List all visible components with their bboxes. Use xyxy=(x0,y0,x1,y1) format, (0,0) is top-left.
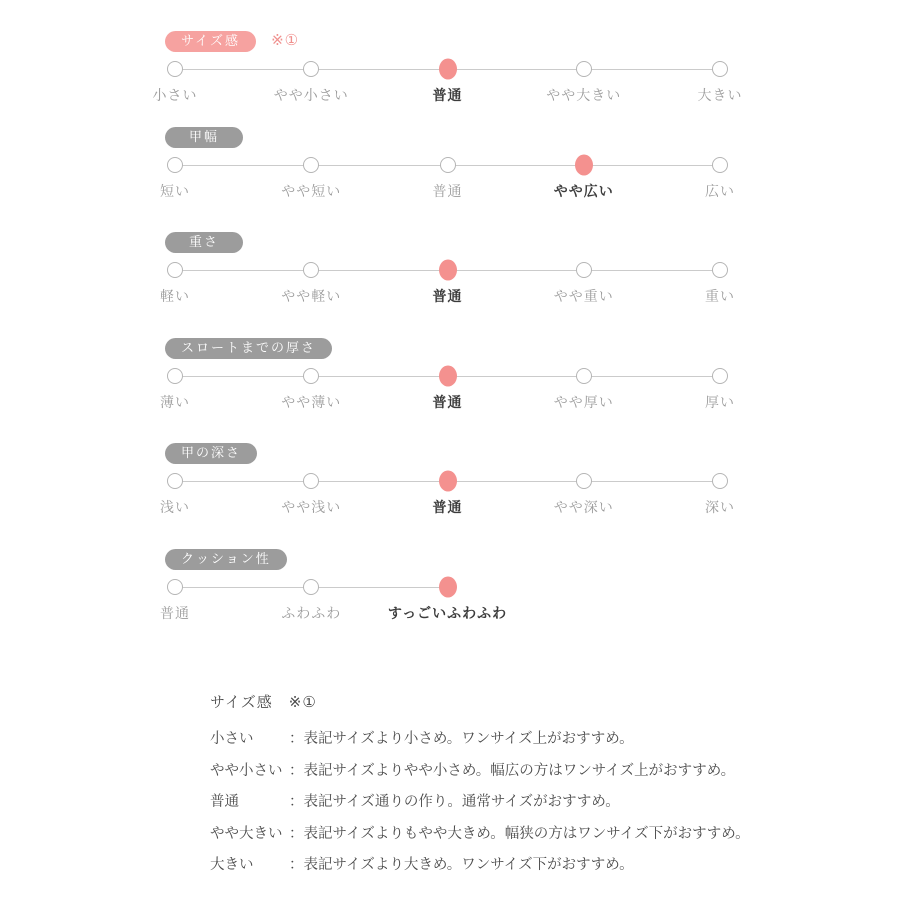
dot-instep-width-1 xyxy=(303,157,319,173)
option-label: 普通 xyxy=(432,500,463,516)
selected-dot-weight-2 xyxy=(439,260,457,281)
option-label: やや短い xyxy=(281,184,342,200)
option-label: 軽い xyxy=(160,289,190,305)
scale-track xyxy=(160,577,720,622)
legend-title: サイズ感 ※① xyxy=(210,693,317,711)
scale-header xyxy=(165,126,865,146)
legend-row xyxy=(210,819,770,851)
scale-track xyxy=(160,260,735,305)
scale-track xyxy=(160,366,735,411)
legend-desc: 表記サイズよりやや小さめ。幅広の方はワンサイズ上がおすすめ。 xyxy=(303,762,736,779)
legend-term: 小さい xyxy=(210,731,254,747)
scale-section-instep-depth xyxy=(160,442,865,516)
legend-desc: 表記サイズ通りの作り。通常サイズがおすすめ。 xyxy=(303,794,620,810)
option-label: やや小さい xyxy=(273,88,349,104)
dot-instep-width-4 xyxy=(712,157,728,173)
size-legend xyxy=(210,692,770,882)
scale-section-instep-width xyxy=(160,126,865,200)
option-label: やや軽い xyxy=(281,289,342,305)
dot-throat-thickness-1 xyxy=(303,368,319,384)
option-label: やや大きい xyxy=(546,88,622,104)
scale-track xyxy=(152,59,743,104)
scale-header xyxy=(165,30,865,50)
option-label: 広い xyxy=(705,184,735,200)
option-label: 大きい xyxy=(697,88,743,104)
legend-term: やや大きい xyxy=(210,825,283,842)
selected-dot-throat-thickness-2 xyxy=(439,366,457,387)
dot-instep-width-2 xyxy=(440,157,456,173)
selected-dot-cushioning-2 xyxy=(439,577,457,598)
option-label: 普通 xyxy=(432,88,463,104)
scale-header xyxy=(165,548,865,568)
dot-instep-width-0 xyxy=(167,157,183,173)
scale-badge: 甲幅 xyxy=(165,127,243,148)
legend-desc: 表記サイズより小さめ。ワンサイズ上がおすすめ。 xyxy=(303,731,634,747)
option-label: やや広い xyxy=(553,184,614,200)
option-label: やや浅い xyxy=(281,500,342,516)
option-label: 普通 xyxy=(432,184,463,200)
dot-instep-depth-1 xyxy=(303,473,319,489)
scale-header xyxy=(165,231,865,251)
legend-row xyxy=(210,756,770,788)
dot-instep-depth-4 xyxy=(712,473,728,489)
scale-section-throat-thickness xyxy=(160,337,865,411)
dot-throat-thickness-3 xyxy=(576,368,592,384)
legend-desc: 表記サイズより大きめ。ワンサイズ下がおすすめ。 xyxy=(303,857,634,873)
scale-note: ※① xyxy=(271,31,300,49)
scale-badge: 甲の深さ xyxy=(165,443,257,464)
selected-dot-size-feel-2 xyxy=(439,59,457,80)
scale-header xyxy=(165,337,865,357)
option-label: やや薄い xyxy=(281,395,342,411)
legend-colon: ： xyxy=(289,857,304,873)
selected-dot-instep-depth-2 xyxy=(439,471,457,492)
legend-term: 普通 xyxy=(210,794,239,810)
option-label: 重い xyxy=(705,289,735,305)
scale-section-cushioning xyxy=(160,548,865,622)
dot-throat-thickness-4 xyxy=(712,368,728,384)
option-label: 厚い xyxy=(705,395,735,411)
legend-desc: 表記サイズよりもやや大きめ。幅狭の方はワンサイズ下がおすすめ。 xyxy=(303,825,750,842)
legend-row xyxy=(210,724,770,756)
option-label: やや重い xyxy=(553,289,614,305)
option-label: ふわふわ xyxy=(281,606,342,622)
dot-size-feel-1 xyxy=(303,61,319,77)
selected-dot-instep-width-3 xyxy=(575,155,593,176)
legend-rows xyxy=(210,724,770,882)
dot-cushioning-1 xyxy=(303,579,319,595)
option-label: 薄い xyxy=(160,395,190,411)
dot-instep-depth-0 xyxy=(167,473,183,489)
dot-weight-1 xyxy=(303,262,319,278)
legend-term: やや小さい xyxy=(210,762,283,779)
option-label: やや厚い xyxy=(553,395,614,411)
legend-row xyxy=(210,850,770,882)
dot-cushioning-0 xyxy=(167,579,183,595)
option-label: 普通 xyxy=(160,606,190,622)
option-label: 短い xyxy=(160,184,190,200)
option-label: 小さい xyxy=(152,88,198,104)
scale-header xyxy=(165,442,865,462)
scale-track xyxy=(160,471,735,516)
legend-colon: ： xyxy=(289,825,304,842)
dot-weight-0 xyxy=(167,262,183,278)
scale-badge: 重さ xyxy=(165,232,243,253)
dot-weight-4 xyxy=(712,262,728,278)
option-label: やや深い xyxy=(553,500,614,516)
scale-track xyxy=(160,155,735,200)
option-label: すっごいふわふわ xyxy=(387,606,508,622)
dot-instep-depth-3 xyxy=(576,473,592,489)
option-label: 普通 xyxy=(432,395,463,411)
dot-size-feel-3 xyxy=(576,61,592,77)
scale-section-size-feel xyxy=(152,30,865,104)
dot-throat-thickness-0 xyxy=(167,368,183,384)
dot-weight-3 xyxy=(576,262,592,278)
legend-colon: ： xyxy=(289,794,304,810)
dot-size-feel-0 xyxy=(167,61,183,77)
scale-section-weight xyxy=(160,231,865,305)
option-label: 普通 xyxy=(432,289,463,305)
legend-colon: ： xyxy=(289,762,304,779)
legend-term: 大きい xyxy=(210,857,254,873)
scale-badge: サイズ感 xyxy=(165,31,256,52)
option-label: 深い xyxy=(705,500,735,516)
scale-badge: スロートまでの厚さ xyxy=(165,338,332,359)
legend-colon: ： xyxy=(289,731,304,747)
option-label: 浅い xyxy=(160,500,190,516)
scale-badge: クッション性 xyxy=(165,549,287,570)
dot-size-feel-4 xyxy=(712,61,728,77)
legend-row xyxy=(210,787,770,819)
